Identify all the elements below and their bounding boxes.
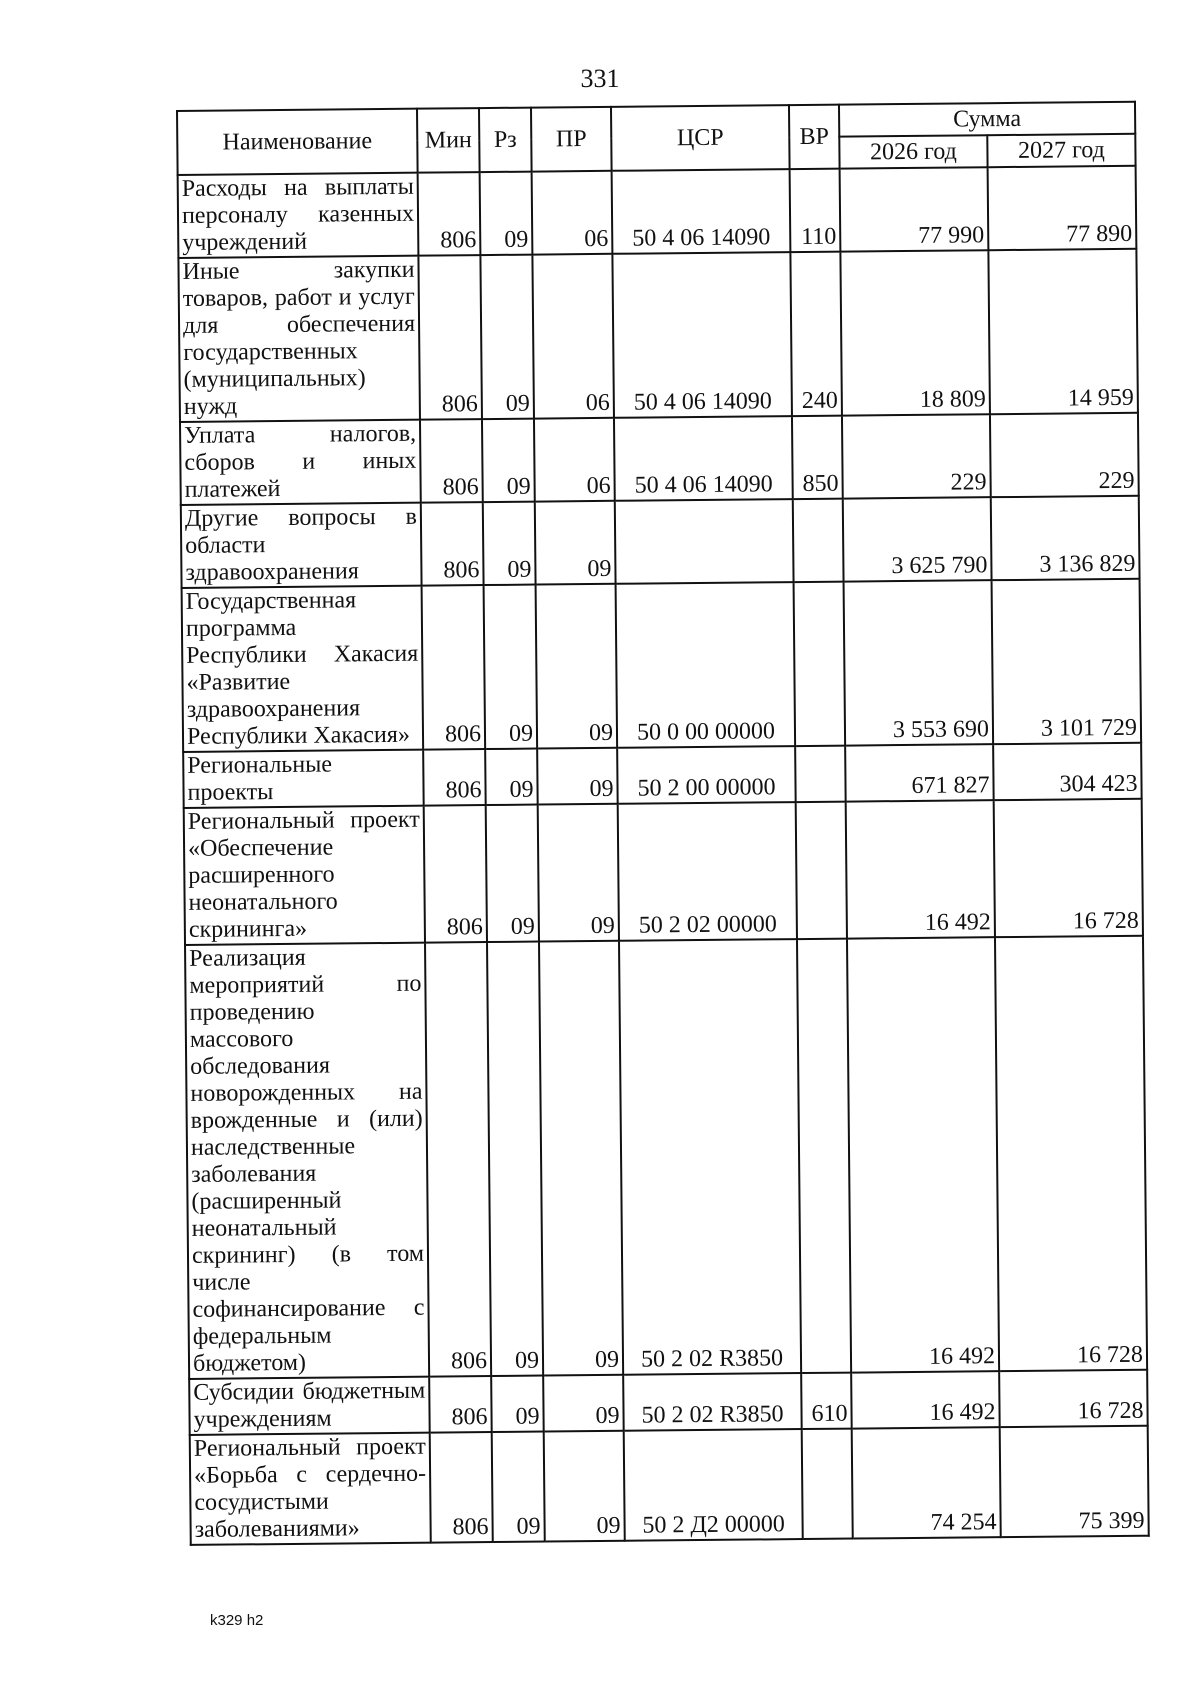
cell-min: 806	[420, 419, 483, 503]
table-row	[181, 496, 1140, 588]
cell-sum-2027: 75 399	[1000, 1426, 1149, 1537]
column-header-year-2027: 2027 год	[987, 134, 1135, 167]
cell-sum-2027: 16 728	[994, 799, 1143, 937]
cell-name: Расходы на выплаты персоналу казенных учреждений	[178, 173, 419, 258]
cell-vr: 850	[792, 416, 843, 499]
cell-vr	[797, 939, 851, 1373]
cell-vr	[793, 499, 844, 582]
cell-pr: 09	[544, 1431, 625, 1542]
cell-pr: 09	[536, 584, 618, 749]
cell-name: Региональные проекты	[183, 750, 424, 808]
cell-rz: 09	[492, 1432, 545, 1542]
cell-name: Региональный проект «Борьба с сердечно-сосудистыми заболеваниями»	[190, 1433, 431, 1545]
cell-vr	[794, 582, 846, 746]
table-row	[180, 413, 1139, 505]
cell-csr: 50 0 00 00000	[616, 582, 796, 748]
cell-pr: 09	[538, 804, 619, 942]
cell-name: Реализация мероприятий по проведению массового обследования новорожденных на врожденные и (или) наследственные заболевания (расширенный неонатальный скрининг) (в том числе софинансирование с федеральным бюджетом)	[185, 943, 429, 1379]
column-header-csr: ЦСР	[611, 105, 790, 171]
cell-name: Уплата налогов, сборов и иных платежей	[180, 420, 421, 505]
cell-sum-2027: 3 101 729	[992, 579, 1142, 744]
cell-sum-2026: 671 827	[845, 744, 994, 801]
cell-pr: 09	[543, 1375, 624, 1432]
cell-min: 806	[425, 942, 491, 1377]
budget-table	[176, 101, 1150, 1546]
table-row	[189, 1370, 1147, 1435]
cell-min: 806	[422, 585, 486, 750]
column-header-year-2026: 2026 год	[839, 135, 987, 168]
cell-sum-2027: 3 136 829	[991, 496, 1140, 580]
cell-csr: 50 2 02 R3850	[619, 939, 801, 1375]
cell-rz: 09	[485, 749, 538, 805]
table-row	[182, 579, 1142, 752]
cell-csr: 50 4 06 14090	[612, 252, 792, 418]
cell-sum-2026: 74 254	[852, 1427, 1001, 1538]
cell-sum-2026: 16 492	[851, 1371, 1000, 1428]
cell-sum-2026: 16 492	[846, 800, 995, 938]
cell-min: 806	[418, 172, 481, 256]
page-number: 331	[580, 64, 620, 93]
cell-min: 806	[421, 502, 484, 586]
table-header	[177, 102, 1136, 175]
column-header-name: Наименование	[177, 109, 418, 175]
cell-rz: 09	[480, 172, 533, 255]
cell-csr	[615, 499, 794, 584]
cell-name: Другие вопросы в области здравоохранения	[181, 503, 422, 588]
cell-vr	[795, 746, 846, 802]
cell-vr: 610	[801, 1373, 852, 1429]
cell-name: Субсидии бюджетным учреждениям	[189, 1377, 430, 1435]
column-header-pr: ПР	[531, 107, 612, 172]
cell-pr: 06	[532, 254, 614, 419]
cell-vr	[796, 802, 847, 939]
cell-sum-2027: 16 728	[999, 1370, 1148, 1427]
cell-pr: 09	[535, 501, 616, 585]
column-header-sum: Сумма	[839, 102, 1135, 137]
table-row	[184, 799, 1143, 945]
cell-sum-2026: 18 809	[840, 250, 990, 415]
cell-rz: 09	[483, 502, 536, 585]
cell-csr: 50 4 06 14090	[612, 169, 791, 254]
cell-vr: 110	[790, 169, 841, 252]
cell-csr: 50 4 06 14090	[614, 416, 793, 501]
table-row	[190, 1426, 1149, 1545]
cell-name: Региональный проект «Обеспечение расширенного неонатального скрининга»	[184, 806, 425, 945]
cell-sum-2027: 14 959	[988, 249, 1138, 414]
cell-pr: 06	[532, 171, 613, 255]
cell-sum-2026: 3 625 790	[843, 497, 992, 581]
column-header-vr: ВР	[789, 105, 840, 169]
table-row	[178, 249, 1138, 422]
cell-min: 806	[423, 749, 486, 806]
cell-min: 806	[430, 1432, 493, 1543]
cell-sum-2026: 229	[842, 414, 991, 498]
cell-rz: 09	[491, 1376, 544, 1432]
cell-csr: 50 2 00 00000	[617, 746, 796, 804]
table-row	[185, 936, 1147, 1379]
cell-name: Иные закупки товаров, работ и услуг для обеспечения государственных (муниципальных) нужд	[178, 256, 420, 422]
cell-rz: 09	[482, 419, 535, 502]
cell-sum-2026: 3 553 690	[844, 580, 994, 745]
cell-csr: 50 2 02 R3850	[623, 1373, 802, 1431]
cell-min: 806	[429, 1376, 492, 1433]
cell-sum-2027: 229	[990, 413, 1139, 497]
cell-sum-2027: 304 423	[993, 743, 1142, 800]
column-header-rz: Рз	[479, 108, 532, 172]
cell-rz: 09	[487, 942, 543, 1376]
cell-vr: 240	[790, 252, 842, 416]
cell-sum-2026: 77 990	[840, 167, 989, 251]
cell-sum-2027: 77 890	[988, 166, 1137, 250]
cell-pr: 09	[537, 748, 618, 805]
cell-sum-2027: 16 728	[995, 936, 1147, 1371]
cell-rz: 09	[486, 805, 539, 942]
cell-sum-2026: 16 492	[847, 937, 999, 1372]
cell-name: Государственная программа Республики Хакасия «Развитие здравоохранения Республики Хакасия»	[182, 586, 424, 752]
table-row	[183, 743, 1141, 808]
table-body	[178, 166, 1149, 1545]
cell-csr: 50 2 02 00000	[618, 802, 797, 941]
column-header-min: Мин	[417, 108, 480, 173]
table-row	[178, 166, 1137, 258]
cell-rz: 09	[480, 255, 534, 419]
cell-min: 806	[418, 255, 482, 420]
cell-min: 806	[424, 805, 487, 943]
cell-rz: 09	[484, 585, 538, 749]
cell-vr	[802, 1429, 853, 1539]
footer-code: k329 h2	[210, 1612, 264, 1629]
cell-pr: 09	[539, 941, 623, 1376]
cell-csr: 50 2 Д2 00000	[624, 1429, 803, 1541]
cell-pr: 06	[534, 418, 615, 502]
